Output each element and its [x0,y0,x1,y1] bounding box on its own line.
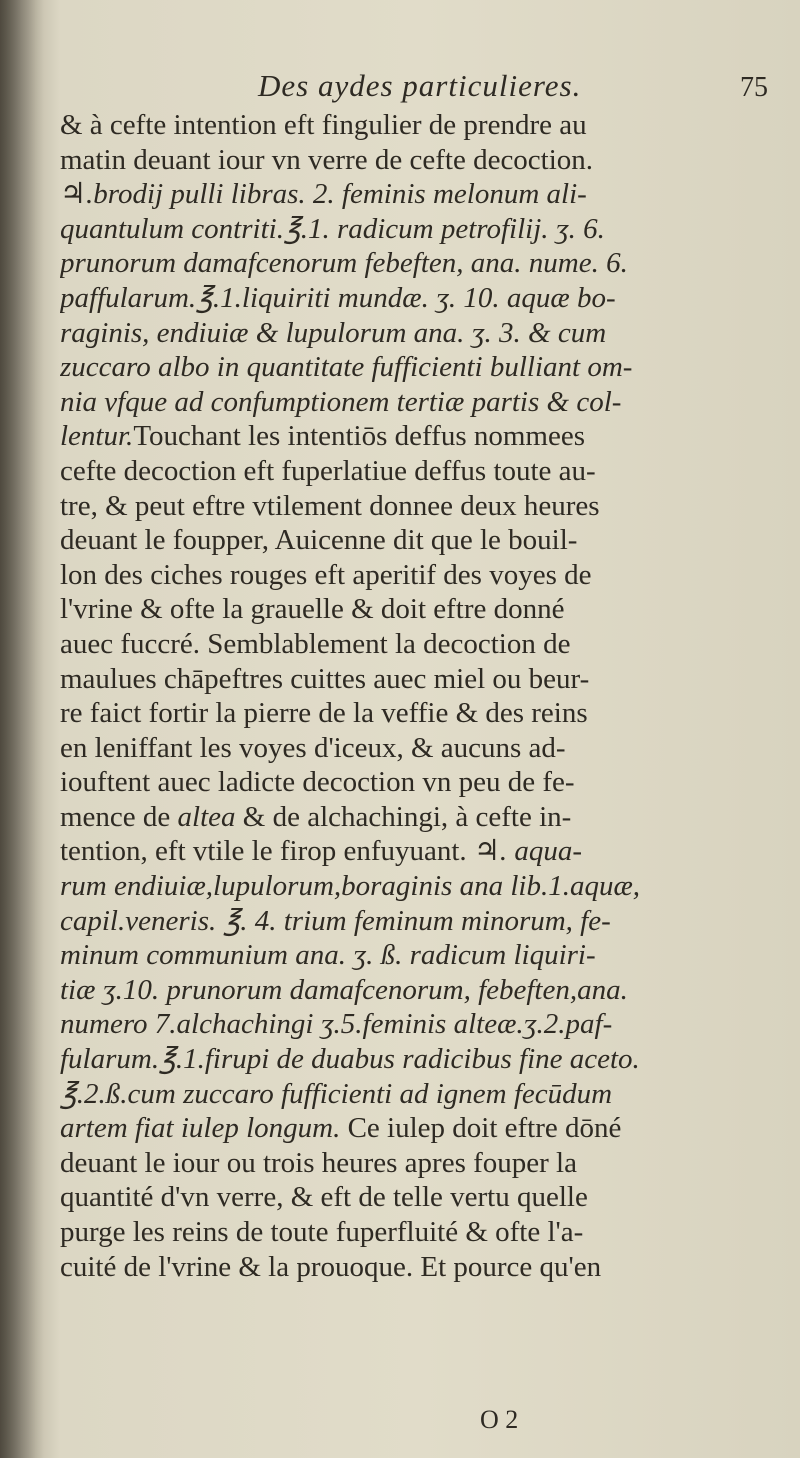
page-gutter-shadow [0,0,44,1458]
text-line [60,316,770,351]
french-text-segment: re faict fortir la pierre de la veffie & des reins [60,697,588,730]
body-text [60,108,770,1284]
french-text-segment: maulues chāpeftres cuittes auec miel ou beur- [60,662,590,695]
latin-text-segment: raginis, endiuiæ & lupulorum ana. ʒ. 3. & cum [60,316,607,349]
text-line [60,765,770,800]
text-line [60,212,770,247]
text-line [60,1077,770,1112]
latin-text-segment: nia vfque ad confumptionem tertiæ partis & col- [60,385,622,418]
french-text-segment: cefte decoction eft fuperlatiue deffus toute au- [60,454,596,487]
text-line [60,177,770,212]
text-line [60,385,770,420]
text-line [60,454,770,489]
latin-text-segment: ℥.2.ß.cum zuccaro fufficienti ad ignem fecūdum [60,1077,613,1110]
french-text-segment: mence de [60,800,178,833]
running-head: Des aydes particulieres. [258,68,582,103]
text-line [60,800,770,835]
french-text-segment: tre, & peut eftre vtilement donnee deux heures [60,489,600,522]
text-line [60,973,770,1008]
latin-text-segment: minum communium ana. ʒ. ß. radicum liquiri- [60,939,596,972]
text-line [60,523,770,558]
french-text-segment: & de alchachingi, à cefte in- [235,800,572,833]
latin-text-segment: paffularum.℥.1.liquiriti mundæ. ʒ. 10. aquæ bo- [60,281,616,314]
french-text-segment: & à cefte intention eft fingulier de prendre au [60,109,587,141]
french-text-segment: deuant le iour ou trois heures apres fouper la [60,1146,577,1179]
text-line [60,1007,770,1042]
french-text-segment: auec fuccré. Semblablement la decoction de [60,627,571,660]
latin-text-segment: tiæ ʒ.10. prunorum damafcenorum, febeften,ana. [60,973,628,1006]
text-line [60,938,770,973]
latin-text-segment: zuccaro albo in quantitate fufficienti bulliant om- [60,351,633,384]
latin-text-segment: rum endiuiæ,lupulorum,boraginis ana lib.1.aquæ, [60,870,641,903]
text-line [60,558,770,593]
french-text-segment: quantité d'vn verre, & eft de telle vertu quelle [60,1181,588,1214]
page-header [58,68,768,108]
latin-text-segment: quantulum contriti.℥.1. radicum petrofilij. ʒ. 6. [60,212,605,245]
latin-text-segment: numero 7.alchachingi ʒ.5.feminis alteæ.ʒ.2.paf- [60,1008,613,1041]
french-text-segment: deuant le foupper, Auicenne dit que le bouil- [60,524,578,557]
text-line [60,627,770,662]
text-line [60,869,770,904]
french-text-segment: cuité de l'vrine & la prouoque. Et pource qu'en [60,1250,602,1283]
page-number: 75 [740,72,768,103]
text-line [60,834,770,869]
text-line [60,246,770,281]
french-text-segment: purge les reins de toute fuperfluité & ofte l'a- [60,1216,584,1248]
text-line [60,696,770,731]
french-text-segment: Touchant les intentiōs deffus nommees [133,420,585,453]
latin-text-segment: altea [177,800,236,833]
text-line [60,1042,770,1077]
text-line [60,281,770,316]
text-line [60,731,770,766]
signature-mark: O 2 [480,1405,519,1434]
text-line [60,662,770,697]
text-line [60,108,770,143]
text-line [60,1250,770,1285]
french-text-segment: en leniffant les voyes d'iceux, & aucuns ad- [60,731,566,764]
latin-text-segment: ♃. aqua- [473,835,583,868]
french-text-segment: lon des ciches rouges eft aperitif des voyes de [60,558,592,591]
french-text-segment: Ce iulep doit eftre dōné [340,1112,622,1145]
french-text-segment: matin deuant iour vn verre de cefte decoction. [60,143,594,176]
latin-text-segment: artem fiat iulep longum. [60,1112,341,1145]
text-line [60,904,770,939]
french-text-segment: l'vrine & ofte la grauelle & doit eftre donné [60,593,565,626]
french-text-segment: iouftent auec ladicte decoction vn peu de fe- [60,766,575,799]
text-line [60,143,770,178]
latin-text-segment: capil.veneris. ℥. 4. trium feminum minorum, fe- [60,904,611,937]
text-line [60,1111,770,1146]
text-line [60,489,770,524]
latin-text-segment: lentur. [60,420,134,453]
latin-text-segment: ♃.brodij pulli libras. 2. feminis melonum ali- [60,178,587,211]
text-line [60,1215,770,1250]
text-line [60,592,770,627]
latin-text-segment: prunorum damafcenorum febeften, ana. nume. 6. [60,247,628,280]
text-line [60,1146,770,1181]
text-line [60,350,770,385]
text-line [60,419,770,454]
text-line [60,1180,770,1215]
french-text-segment: tention, eft vtile le firop enfuyuant. [60,835,474,868]
latin-text-segment: fularum.℥.1.firupi de duabus radicibus fine aceto. [60,1043,640,1076]
